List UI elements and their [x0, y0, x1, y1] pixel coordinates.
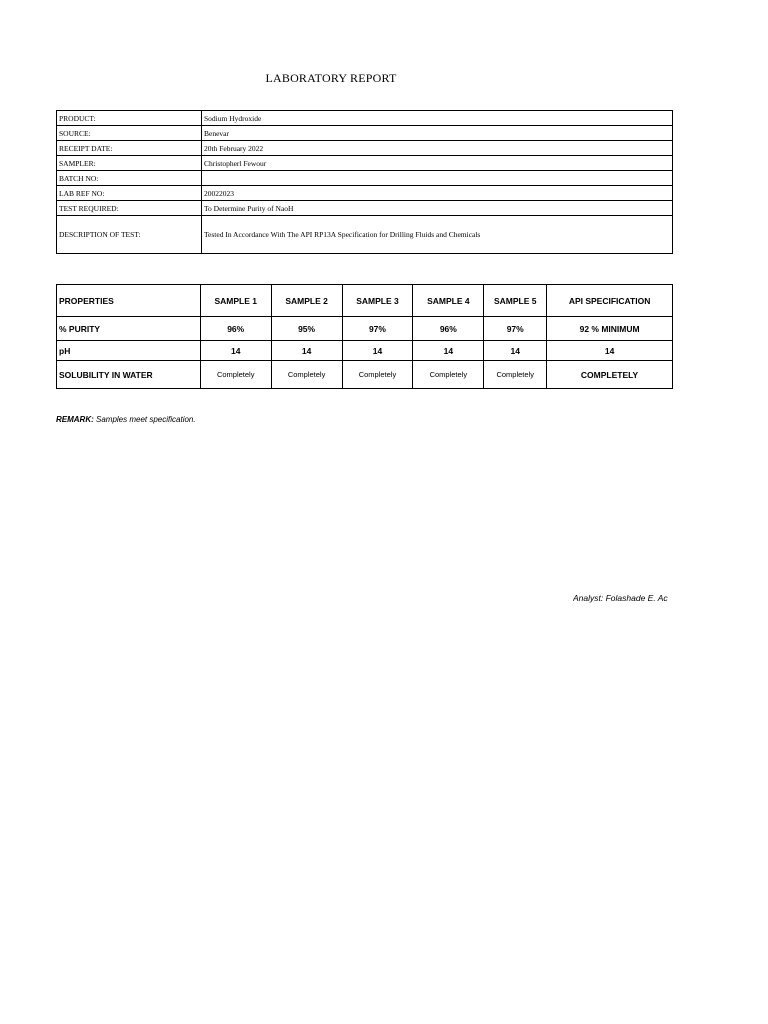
sample-cell: 96% [413, 317, 484, 341]
info-row-product [57, 111, 673, 126]
info-row-test-required [57, 201, 673, 216]
results-row-ph [57, 341, 673, 361]
column-header-sample-4: SAMPLE 4 [413, 285, 484, 317]
results-header-row [57, 285, 673, 317]
sample-cell: 95% [271, 317, 342, 341]
info-label: LAB REF NO: [57, 186, 202, 201]
sample-cell: 14 [342, 341, 413, 361]
sample-cell: 14 [200, 341, 271, 361]
info-value: Tested In Accordance With The API RP13A Specification for Drilling Fluids and Chemicals [202, 216, 673, 254]
info-label: PRODUCT: [57, 111, 202, 126]
report-title: LABORATORY REPORT [265, 71, 397, 85]
remark-text: Samples meet specification. [93, 415, 196, 424]
column-header-sample-1: SAMPLE 1 [200, 285, 271, 317]
info-row-batch-no [57, 171, 673, 186]
column-header-properties: PROPERTIES [57, 285, 201, 317]
info-value [202, 171, 673, 186]
sample-cell: Completely [484, 361, 547, 389]
sample-cell: Completely [200, 361, 271, 389]
property-cell: SOLUBILITY IN WATER [57, 361, 201, 389]
sample-cell: 14 [484, 341, 547, 361]
column-header-api-specification: API SPECIFICATION [547, 285, 673, 317]
sample-cell: 97% [484, 317, 547, 341]
info-row-receipt-date [57, 141, 673, 156]
info-label: BATCH NO: [57, 171, 202, 186]
sample-cell: Completely [413, 361, 484, 389]
sample-cell: 96% [200, 317, 271, 341]
info-row-lab-ref [57, 186, 673, 201]
sample-cell: 14 [413, 341, 484, 361]
sample-cell: Completely [342, 361, 413, 389]
column-header-sample-3: SAMPLE 3 [342, 285, 413, 317]
results-row-purity [57, 317, 673, 341]
property-cell: % PURITY [57, 317, 201, 341]
info-label: DESCRIPTION OF TEST: [57, 216, 202, 254]
results-row-solubility [57, 361, 673, 389]
property-cell: pH [57, 341, 201, 361]
sample-cell: 14 [271, 341, 342, 361]
api-spec-cell: 14 [547, 341, 673, 361]
info-label: RECEIPT DATE: [57, 141, 202, 156]
column-header-sample-5: SAMPLE 5 [484, 285, 547, 317]
info-label: TEST REQUIRED: [57, 201, 202, 216]
remark-label: REMARK: [56, 415, 94, 424]
info-value: Christopherl Fewour [202, 156, 673, 171]
api-spec-cell: 92 % MINIMUM [547, 317, 673, 341]
info-value: To Determine Purity of NaoH [202, 201, 673, 216]
info-value: 20022023 [202, 186, 673, 201]
sample-cell: Completely [271, 361, 342, 389]
results-table [56, 284, 673, 389]
info-row-sampler [57, 156, 673, 171]
sample-cell: 97% [342, 317, 413, 341]
info-value: Sodium Hydroxide [202, 111, 673, 126]
info-value: Benevar [202, 126, 673, 141]
remark [56, 415, 196, 424]
column-header-sample-2: SAMPLE 2 [271, 285, 342, 317]
info-label: SAMPLER: [57, 156, 202, 171]
info-row-source [57, 126, 673, 141]
analyst-signature-line: Analyst: Folashade E. Ac [573, 593, 668, 603]
sample-info-table [56, 110, 673, 254]
api-spec-cell: COMPLETELY [547, 361, 673, 389]
info-value: 20th February 2022 [202, 141, 673, 156]
info-row-description [57, 216, 673, 254]
info-label: SOURCE: [57, 126, 202, 141]
